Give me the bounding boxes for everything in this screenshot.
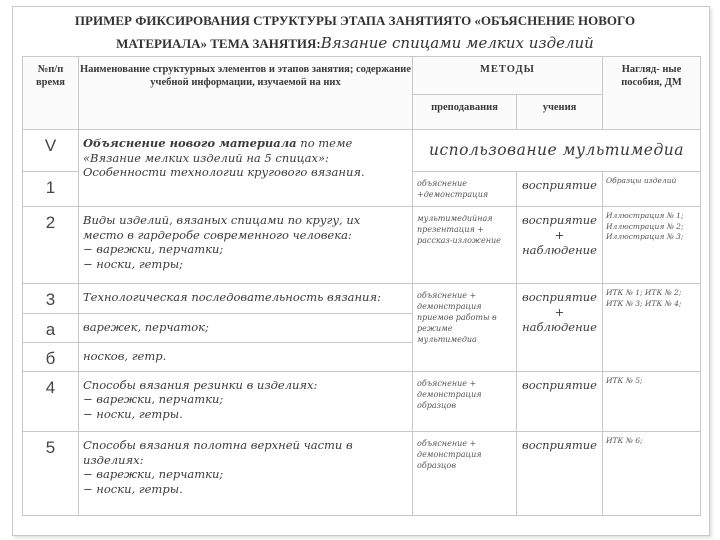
content-item-3a: варежек, перчаток; [79,313,413,342]
learning-line: + [554,228,565,243]
header-num-time: №п/п время [23,57,79,130]
content-line: − носки, гетры. [83,481,183,496]
learning-line: наблюдение [522,243,597,258]
lesson-structure-table [22,56,701,516]
content-item-1: Особенности технологии кругового вязания. [83,165,365,179]
content-line: изделиях: [83,452,144,467]
content-line: − варежки, перчатки; [83,467,224,482]
content-item-3: Технологическая последовательность вязания: [79,284,413,313]
visual-aid: Образцы изделий [603,171,701,206]
header-content: Наименование структурных элементов и этапов занятия; содержание учебной информации, изучаемой на них [79,57,413,130]
header-teaching: преподавания [413,94,517,129]
learning-method: восприятие [517,371,603,432]
content-item-5 [79,432,413,516]
title-prefix: МАТЕРИАЛА» ТЕМА ЗАНЯТИЯ: [116,36,321,51]
header-visual-aids: Нагляд- ные пособия, ДМ [603,57,701,130]
learning-line: наблюдение [522,320,597,335]
learning-line: восприятие [522,290,597,305]
visual-aid: ИТК № 1; ИТК № 2; ИТК № 3; ИТК № 4; [603,284,701,372]
content-intro [79,130,413,207]
row-number: 2 [23,207,79,284]
teaching-method: мультимедийная презентация + рассказ-изложение [413,207,517,284]
content-line: Виды изделий, вязаных спицами по кругу, их [83,213,361,228]
content-line: − носки, гетры; [83,256,183,271]
content-line: − варежки, перчатки; [83,392,224,407]
intro-rest: по теме [300,136,353,150]
row-number: 1 [23,171,79,206]
intro-line-2: «Вязание мелких изделий на 5 спицах»: [83,150,329,165]
visual-aid: ИТК № 6; [603,432,701,516]
visual-aid: Иллюстрация № 1; Иллюстрация № 2; Иллюстрация № 3; [603,207,701,284]
learning-line: + [554,305,565,320]
intro-bold: Объяснение нового материала [83,136,297,150]
content-item-4 [79,371,413,432]
content-item-2 [79,207,413,284]
slide-title [30,10,680,55]
learning-method: восприятие [517,432,603,516]
learning-method: восприятие [517,171,603,206]
content-line: место в гардеробе современного человека: [83,227,352,242]
row-number: 4 [23,371,79,432]
header-methods: МЕТОДЫ [413,57,603,95]
row-number: 3 [23,284,79,313]
visual-aid: ИТК № 5; [603,371,701,432]
title-line-1: ПРИМЕР ФИКСИРОВАНИЯ СТРУКТУРЫ ЭТАПА ЗАНЯТИЯТО «ОБЪЯСНЕНИЕ НОВОГО [74,13,636,28]
content-line: Способы вязания полотна верхней части в [83,438,353,453]
learning-line: восприятие [522,213,597,228]
teaching-method: объяснение + демонстрация образцов [413,432,517,516]
lesson-topic: Вязание спицами мелких изделий [320,34,594,52]
row-number: б [23,342,79,371]
title-line-2 [30,32,680,55]
content-line: − носки, гетры. [83,406,183,421]
row-number: V [23,130,79,172]
row-number: 5 [23,432,79,516]
header-learning: учения [517,94,603,129]
content-item-3b: носков, гетр. [79,342,413,371]
content-line: Способы вязания резинки в изделиях: [83,377,318,392]
learning-method [517,207,603,284]
teaching-method: объяснение +демонстрация [413,171,517,206]
content-line: − варежки, перчатки; [83,242,224,257]
multimedia-note: использование мультимедиа [413,130,701,172]
learning-method [517,284,603,372]
teaching-method: объяснение + демонстрация образцов [413,371,517,432]
teaching-method: объяснение + демонстрация приемов работы в режиме мультимедиа [413,284,517,372]
row-number: а [23,313,79,342]
